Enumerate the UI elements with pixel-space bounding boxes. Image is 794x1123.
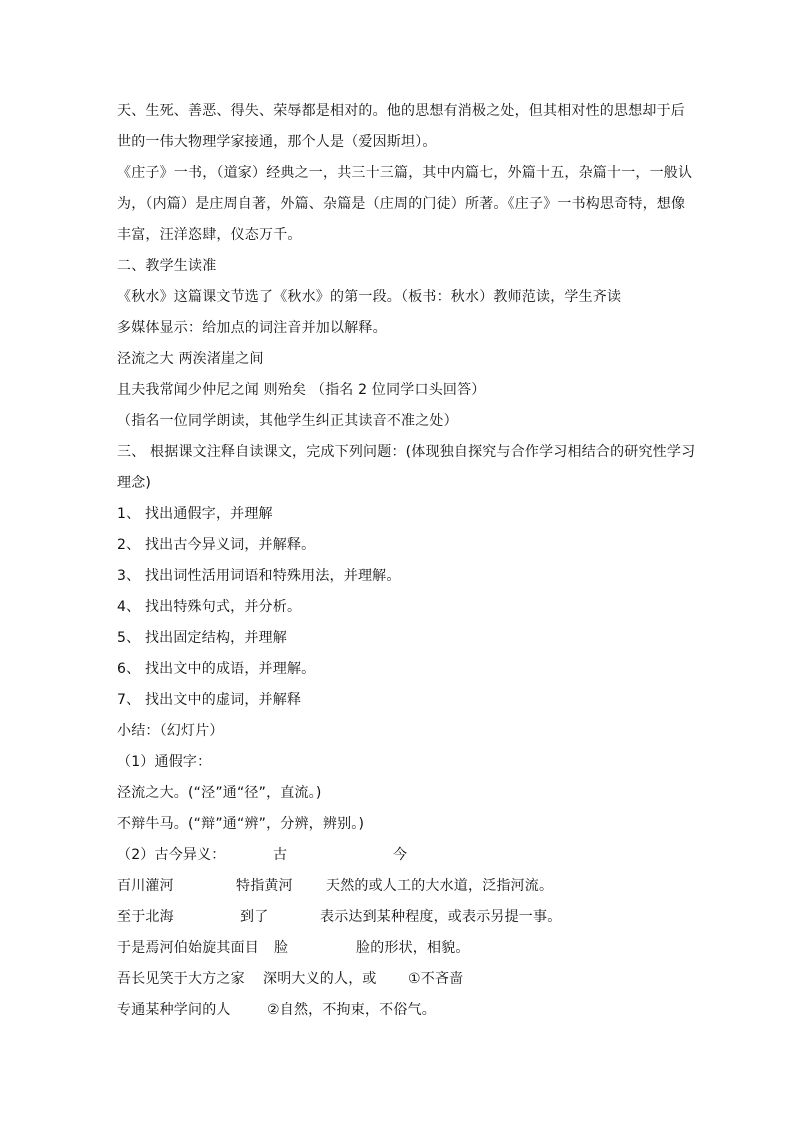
table-cell-word: 至于北海 [117, 909, 174, 925]
text-line: 为，（内篇）是庄周自著，外篇、杂篇是（庄周的门徒）所著。《庄子》一书构思奇特，想像 [117, 196, 686, 212]
table-header-modern: 今 [393, 847, 408, 863]
text-line: 泾流之大。(“泾”通“径”，直流。) [117, 785, 322, 801]
table-cell-modern: 脸的形状，相貌。 [356, 940, 470, 956]
table-header-ancient: 古 [273, 847, 288, 863]
text-line: 《庄子》一书，（道家）经典之一，共三十三篇，其中内篇七，外篇十五，杂篇十一，一般认 [117, 165, 693, 181]
table-row [117, 871, 697, 902]
text-line: 小结：（幻灯片） [117, 723, 224, 739]
table-row [117, 964, 697, 995]
table-cell-ancient: 特指黄河 [236, 878, 293, 894]
section-heading: 三、 根据课文注释自读课文，完成下列问题：(体现独自探究与合作学习相结合的研究性学习 [117, 444, 696, 460]
list-item: 3、 找出词性活用词语和特殊用法，并理解。 [117, 568, 401, 584]
table-cell-modern: 表示达到某种程度，或表示另提一事。 [320, 909, 562, 925]
list-item: 2、 找出古今异义词，并解释。 [117, 537, 316, 553]
table-cell-ancient: 到了 [240, 909, 269, 925]
text-line: 丰富，汪洋恣肆，仪态万千。 [117, 227, 302, 243]
table-header-label: （2）古今异义： [117, 847, 226, 863]
text-line: 不辩牛马。(“辩”通“辨”，分辨，辨别。) [117, 816, 365, 832]
list-item: 6、 找出文中的成语，并理解。 [117, 661, 316, 677]
table-cell-modern: ②自然，不拘束，不俗气。 [267, 1002, 436, 1018]
text-line: （指名一位同学朗读，其他学生纠正其读音不准之处） [117, 413, 458, 429]
table-cell-modern: ①不吝啬 [408, 971, 464, 987]
text-line: 泾流之大 两涘渚崖之间 [117, 351, 264, 367]
table-cell-word: 于是焉河伯始旋其面目 [117, 940, 259, 956]
table-cell-word: 专通某种学问的人 [117, 1002, 231, 1018]
table-cell-modern: 天然的或人工的大水道，泛指河流。 [326, 878, 554, 894]
table-cell-word: 百川灌河 [117, 878, 174, 894]
list-item: 7、 找出文中的虚词，并解释 [117, 692, 302, 708]
document-body [117, 96, 697, 1026]
table-row [117, 902, 697, 933]
table-header [117, 840, 697, 871]
text-line: 《秋水》这篇课文节选了《秋水》的第一段。（板书：秋水）教师范读，学生齐读 [117, 289, 622, 305]
list-item: 4、 找出特殊句式，并分析。 [117, 599, 302, 615]
table-row [117, 995, 697, 1026]
table-cell-ancient: 脸 [274, 940, 289, 956]
table-cell-ancient: 深明大义的人，或 [263, 971, 377, 987]
text-line: 天、生死、善恶、得失、荣辱都是相对的。他的思想有消极之处，但其相对性的思想却于后 [117, 103, 685, 119]
text-line: 多媒体显示：给加点的词注音并加以解释。 [117, 320, 387, 336]
table-row [117, 933, 697, 964]
list-item: 5、 找出固定结构，并理解 [117, 630, 287, 646]
text-line: 且夫我常闻少仲尼之闻 则殆矣 （指名 2 位同学口头回答） [117, 382, 486, 398]
text-line: 理念) [117, 475, 152, 491]
table-cell-word: 吾长见笑于大方之家 [117, 971, 245, 987]
text-line: （1）通假字： [117, 754, 212, 770]
text-line: 世的一伟大物理学家接通，那个人是（爱因斯坦）。 [117, 134, 437, 150]
list-item: 1、 找出通假字，并理解 [117, 506, 273, 522]
section-heading: 二、教学生读准 [117, 258, 217, 274]
